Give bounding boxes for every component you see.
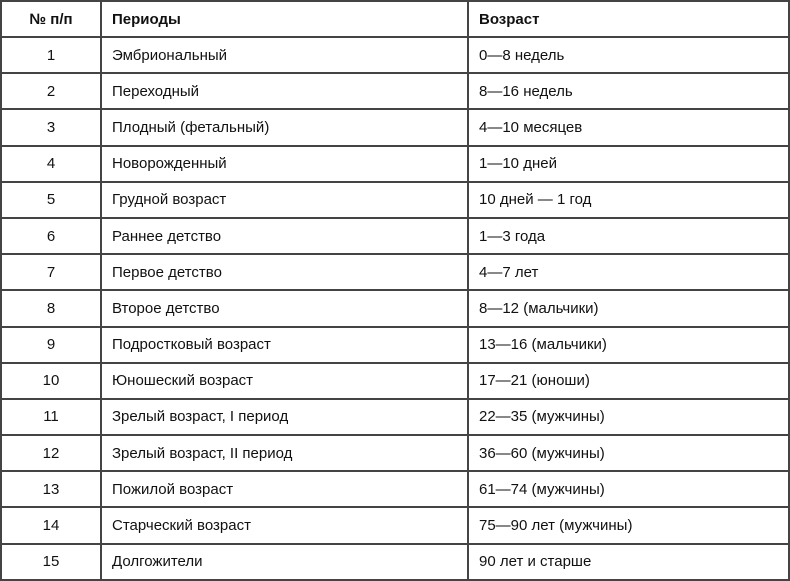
row-period: Зрелый возраст, I период bbox=[101, 399, 468, 435]
header-num: № п/п bbox=[1, 1, 101, 37]
row-period: Эмбриональный bbox=[101, 37, 468, 73]
row-age: 90 лет и старше bbox=[468, 544, 789, 580]
table-row bbox=[1, 435, 789, 471]
row-period: Новорожденный bbox=[101, 146, 468, 182]
table-row bbox=[1, 182, 789, 218]
row-num: 12 bbox=[1, 435, 101, 471]
row-age: 1—10 дней bbox=[468, 146, 789, 182]
row-period: Плодный (фетальный) bbox=[101, 109, 468, 145]
row-num: 14 bbox=[1, 507, 101, 543]
row-num: 11 bbox=[1, 399, 101, 435]
table-row bbox=[1, 37, 789, 73]
table-row bbox=[1, 109, 789, 145]
row-age: 0—8 недель bbox=[468, 37, 789, 73]
row-num: 3 bbox=[1, 109, 101, 145]
row-period: Юношеский возраст bbox=[101, 363, 468, 399]
row-age: 8—16 недель bbox=[468, 73, 789, 109]
row-age: 75—90 лет (мужчины) bbox=[468, 507, 789, 543]
row-age: 10 дней — 1 год bbox=[468, 182, 789, 218]
row-age: 1—3 года bbox=[468, 218, 789, 254]
row-age: 4—7 лет bbox=[468, 254, 789, 290]
row-period: Пожилой возраст bbox=[101, 471, 468, 507]
row-period: Старческий возраст bbox=[101, 507, 468, 543]
table-row bbox=[1, 327, 789, 363]
table-row bbox=[1, 544, 789, 580]
row-num: 5 bbox=[1, 182, 101, 218]
table-header-row bbox=[1, 1, 789, 37]
row-period: Грудной возраст bbox=[101, 182, 468, 218]
table-row bbox=[1, 399, 789, 435]
table-row bbox=[1, 471, 789, 507]
table-row bbox=[1, 218, 789, 254]
row-period: Переходный bbox=[101, 73, 468, 109]
row-num: 6 bbox=[1, 218, 101, 254]
table-row bbox=[1, 363, 789, 399]
row-num: 10 bbox=[1, 363, 101, 399]
row-age: 13—16 (мальчики) bbox=[468, 327, 789, 363]
row-age: 8—12 (мальчики) bbox=[468, 290, 789, 326]
table-row bbox=[1, 254, 789, 290]
row-num: 13 bbox=[1, 471, 101, 507]
row-age: 17—21 (юноши) bbox=[468, 363, 789, 399]
row-age: 36—60 (мужчины) bbox=[468, 435, 789, 471]
table-row bbox=[1, 507, 789, 543]
row-num: 4 bbox=[1, 146, 101, 182]
row-num: 15 bbox=[1, 544, 101, 580]
row-age: 61—74 (мужчины) bbox=[468, 471, 789, 507]
row-num: 8 bbox=[1, 290, 101, 326]
row-period: Зрелый возраст, II период bbox=[101, 435, 468, 471]
row-period: Раннее детство bbox=[101, 218, 468, 254]
table-row bbox=[1, 290, 789, 326]
row-num: 7 bbox=[1, 254, 101, 290]
table-row bbox=[1, 146, 789, 182]
row-period: Подростковый возраст bbox=[101, 327, 468, 363]
row-age: 22—35 (мужчины) bbox=[468, 399, 789, 435]
header-age: Возраст bbox=[468, 1, 789, 37]
row-period: Второе детство bbox=[101, 290, 468, 326]
row-period: Первое детство bbox=[101, 254, 468, 290]
table-row bbox=[1, 73, 789, 109]
row-age: 4—10 месяцев bbox=[468, 109, 789, 145]
row-period: Долгожители bbox=[101, 544, 468, 580]
header-period: Периоды bbox=[101, 1, 468, 37]
row-num: 9 bbox=[1, 327, 101, 363]
row-num: 1 bbox=[1, 37, 101, 73]
row-num: 2 bbox=[1, 73, 101, 109]
